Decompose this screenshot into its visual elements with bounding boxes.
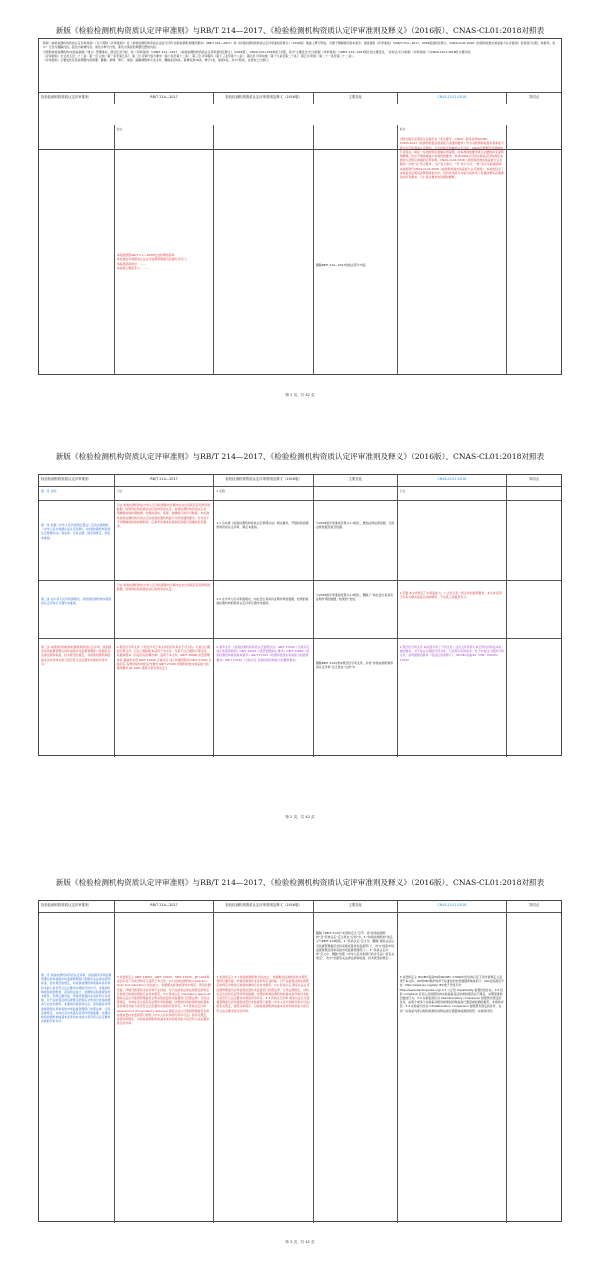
- table-header-row: [39, 475, 561, 487]
- table-row: [39, 913, 561, 1223]
- col-header-rbt: RB/T 214—2017: [115, 93, 215, 104]
- diff-terms: [507, 913, 561, 1223]
- table-row: [39, 501, 561, 581]
- col-header-2016: 检验检测机构资质认定评审准则及释义（2016版）: [214, 93, 314, 104]
- section-row: [39, 487, 561, 501]
- page-3-title: 新版《检验检测机构资质认定评审准则》与RB/T 214—2017、《检验检测机构资质认定评审准则及释义》（2016版）、CNAS-CL01:2018对照表: [55, 878, 545, 887]
- changes-text: 删除RB/T 214—2017的前言部分内容。: [315, 263, 369, 267]
- col-header-diff: 异同点: [529, 94, 540, 99]
- rbt-deleted-line-2: 本标准由中国国家认证认可监督管理委员会提出并归口。: [116, 257, 189, 262]
- col-header-cnas: CNAS-CL01:2018: [398, 475, 508, 486]
- comparison-table-3: [38, 900, 562, 1222]
- col-header-changes: 主要变化: [314, 93, 398, 104]
- criteria-3-terms: 3 术语和定义 3.1 检验检测机构 依法成立，依据相关标准或者技术规范，利用仪器设备、环境设施等技术条件和专业技能，对产品或者法律法规规定的特定对象进行检验检测的专业技术组织。3.2 资质认定 国家认证认可监督管理委员会和省级质量技术监督部门依照法律、行政法规规定，对向社会出具具有证明作用的数据、结果的检验检测机构的基本条件和技术能力是否符合法定要求实施的评价许可。3.3 资质认定评审 国家认证认可监督管理委员会和省级质量技术监督部门依照《中华人民共和国行政许可法》的有关规定，按照评审程序，对检验检测机构的基本条件和技术能力是否符合法定要求进行的评审。: [214, 913, 314, 1223]
- col-header-changes: 主要变化: [314, 475, 398, 486]
- intro-paragraph-4: 《评审准则》主要变化及其他调整内容简要：删除、新增、修订、保留；编辑调整单元条文件，删除条款6条，新增条款18条，修订7条，保留4条，共1个附录，自颁布之日施行。: [43, 58, 271, 62]
- col-header-2016: 检验检测机构资质认定评审准则及释义（2016版）: [214, 475, 314, 486]
- col-header-cnas: CNAS-CL01:2018: [398, 901, 508, 912]
- rbt-scope-text: 引言 检验检测机构在中华人民共和国境内从事向社会出具具有证明作用的数据、结果的检验检测活动应取得资质认定。: [115, 581, 215, 638]
- rbt-preface-label: 前言: [116, 127, 123, 131]
- col-header-rbt: RB/T 214—2017: [115, 901, 215, 912]
- cnas-1: [398, 501, 508, 580]
- table-row: [39, 125, 561, 375]
- change-terms: 删除了RB/T 214中“术语和定义”章节，将“检验检测机构”及“资质认定”定义放在“总则”中。1.“检验检测机构”的定义与RB/T 214相同。2.“资质认定”定义中，删除“国家认证认可监督管理委员会和省级质量技术监督部门”，改为“国家市场监督管理总局和省级市场监督管理部门”。3.“资质认定评审”定义中，删除“依照《中华人民共和国行政许可法》的有关规定”，改为“依据有关法律法规和标准、技术规范的规定”。: [314, 913, 398, 1223]
- col-header-criteria: 检验检测机构资质认定评审准则: [39, 93, 115, 104]
- cnas-preface-text: 中国合格评定国家认可委员会（英文缩写：CNAS）等同采用ISO/IEC 17025:2017《检测和校准实验室能力的通用要求》作为对检测和校准实验室能力进行认可的基本认可准则。为支持特定领域的认可活动，CNAS还根据不同领域的专业特点，制定一系列的特定领域应用说明，对本准则的要求进行必要的补充说明和解释，但并不增加或减少本准则的要求。申请CNAS认可的实验室应同时满足本准则以及相应领域的应用说明。CNAS-CL01:2018《检测和校准实验室能力认可准则》中的“应”表示要求；“宜”表示建议；“可”表示允许；“能”表示可能或能够。本准则取代CNAS-CL01:2006《检测和校准实验室能力认可准则》。本准则包含了实验室为证明其按管理体系运作、具有技术能力并能出具技术上有效结果所必须满足的所有要求。“注”是对要求的说明和解释。: [399, 137, 505, 180]
- cnas-3: 2 规范性引用文件 本标准引用了下列文件。这些文件的部分或全部内容构成本标准的要求。对于标注日期的引用文件，只采用引用的版本；对于未标注日期的引用文件，采用最新的版本（包括任何的修订）。ISO/IEC指南99（VIM）ISO/IEC 17000: [398, 639, 508, 757]
- article-2: 第二条 在中华人民共和国境内，对检验检测机构实施资质认定评审应当遵守本准则。: [39, 581, 115, 638]
- cell-cnas: [398, 125, 508, 375]
- cell-criteria: [39, 125, 115, 375]
- change-1: 与2016版评审准则及释义1.1相比，增加法律法规依据，行政法规依据及规章依据。: [314, 501, 398, 580]
- comparison-table-1-body: [38, 125, 562, 375]
- cell-diff: [507, 125, 561, 375]
- rbt-intro-label: 引言: [115, 487, 215, 500]
- rbt-deleted-line-4: 本标准主要起草人：……: [116, 265, 149, 270]
- rbt-deleted-line-3: 本标准起草单位：……: [116, 261, 146, 266]
- cnas-2: 1 范围 本文件规定了实验室能力、公正性以及一致运作的通用要求。本文件适用于所有从事实验室活动的组织，不论其人员数量多少。: [398, 581, 508, 638]
- changes-empty: [314, 487, 398, 500]
- rbt-deleted-line-1: 本标准按照GB/T 1.1—2009给出的规则起草。: [116, 253, 178, 258]
- col-header-criteria: 检验检测机构资质认定评审准则: [39, 475, 115, 486]
- col-header-diff: 异同点: [529, 476, 540, 481]
- cell-changes: [314, 125, 398, 375]
- rbt-terms: 3 术语和定义 GB/T 19000、GB/T 27000、GB/T 27025、JJF 1001界定的以及下列术语和定义适用于本文件。3.1 检验检测机构 inspection body and laboratory 依法成立，依据相关标准或者技术规范，利用仪器设备、环境设施等技术条件和专业技能，对产品或者法律法规规定的特定对象进行检验检测的专业技术组织。3.2 资质认定 mandatory approval 国家认证认可监督管理委员会和省级质量技术监督部门依照法律、行政法规规定，对向社会出具具有证明作用的数据、结果的检验检测机构的基本条件和技术能力是否符合法定要求实施的评价许可。3.3 资质认定评审 assessment of mandatory approval 国家认证认可监督管理委员会和省级质量技术监督部门依照《中华人民共和国行政许可法》的有关规定，按照评审程序，对检验检测机构的基本条件和技术能力是否符合法定要求进行的评审。: [115, 913, 215, 1223]
- rbt-intro-text: 引言 检验检测机构在中华人民共和国境内从事向社会出具具有证明作用的数据、结果的检验检测活动应取得资质认定。检验检测机构资质认定是一项确保检验检测数据、结果的真实、客观、准确的行政许可制度。本标准是检验检测机构资质认定对检验检测机构能力评价的通用要求。针对各个不同领域的检验检测机构，应参考依据本标准制定的相应领域的补充要求。: [115, 501, 215, 580]
- intro-row: [39, 39, 561, 93]
- table-header-row: [39, 93, 561, 104]
- page-number-1: 第 1 页，共 42 页: [285, 393, 315, 397]
- cell-rbt: [115, 125, 215, 375]
- diff-empty: [507, 487, 561, 500]
- cell-2016: [214, 125, 314, 375]
- chapter-1-label: 第一章 总则: [39, 487, 115, 500]
- page-number-2: 第 2 页，共 42 页: [285, 815, 315, 819]
- table-header-row: [39, 901, 561, 913]
- col-header-cnas: CNAS-CL01:2018: [398, 93, 508, 104]
- article-3: 第三条 本准则所称检验检测机构资质认定评审，是指国家市场监督管理总局和省级市场监督管理部门依据有关法律法规和标准、技术规范的规定，对检验检测机构的基本条件和技术能力是否符合法定要求实施的评价许可。: [39, 639, 115, 757]
- change-3: 删除RB/T 214中的2规范性引用文件，并将“检验检测机构资质认定评审”定义放在“总则”中。: [314, 639, 398, 757]
- general-label: 1 总则: [214, 487, 314, 500]
- article-3-definitions: 第二章 检验检测机构资质认定评审，是指国家市场监督管理总局和省级市场监督管理部门依据有关法律法规和标准、技术规范的规定，对检验检测机构的基本条件和技术能力是否符合法定要求实施的评价许可。本准则所称检验检测机构，是指依法成立，依据相关标准或者技术规范，利用仪器设备、环境设施等技术条件和专业技能，对产品或者法律法规规定的特定对象进行检验检测的专业技术组织。本准则所称资质认定，是指国家市场监督管理总局和省级市场监督管理部门依照法律、行政法规规定，对向社会出具具有证明作用的数据、结果的检验检测机构的基本条件和技术能力是否符合法定要求实施的评价许可。: [39, 913, 115, 1223]
- rbt-normative-refs: 2 规范性引用文件 下列文件对于本文件的应用是必不可少的。凡是注日期的引用文件，仅注日期的版本适用于本文件。凡是不注日期的引用文件，其最新版本（包括所有的修改单）适用于本文件。GB/T 19000 质量管理体系 基础和术语 GB/T 27000 合格评定 词汇和通用原则 GB/T 27020 合格评定 各类检验机构的运作要求 GB/T 27025 检测和校准实验室能力的通用要求 JJF 1001 通用计量术语及定义: [115, 639, 215, 757]
- change-2: 与2016版评审准则及释义1.2相比，删除了“向社会出具具有证明作用的数据、结果的”表述。: [314, 581, 398, 638]
- diff-2: [507, 581, 561, 638]
- page-number-3: 第 3 页，共 42 页: [285, 1240, 315, 1244]
- diff-1: [507, 501, 561, 580]
- cnas-intro-label: 引言: [398, 487, 508, 500]
- article-1: 第一条 依据《中华人民共和国计量法》及其实施细则、《中华人民共和国认证认可条例》、《检验检测机构资质认定管理办法》等法律、行政法规、规章的规定，制定本准则。: [39, 501, 115, 580]
- cnas-terms: 3 术语和定义 ISO/IEC指南99和ISO/IEC 17000中给出的以及下列术语和定义适用于本文件。ISO和IEC维护的用于标准化的术语数据库地址如下：ISO在线浏览平台：http://www.iso.org/obp IEC电子开放平台：http://www.electropedia.org/ 3.1 公正性 impartiality 客观性的存在。3.2 投诉 complaint 任何人员或组织向实验室就其活动或结果表达不满意，并期望得到回复的行为。3.3 实验室间比对 interlaboratory comparison 按照预先规定的条件，由两个或多个实验室对相同或类似的物品进行测量或检测的组织、实施和评价。3.4 实验室内比对 intralaboratory comparison 按照预先规定的条件，在同一实验室内部对相同或类似的物品进行测量或检测的组织、实施和评价。: [398, 913, 508, 1223]
- table-row: [39, 639, 561, 757]
- col-header-rbt: RB/T 214—2017: [115, 475, 215, 486]
- page-1-title: 新版《检验检测机构资质认定评审准则》与RB/T 214—2017、《检验检测机构资质认定评审准则及释义》（2016版）、CNAS-CL01:2018对照表: [55, 26, 545, 35]
- criteria-1-2: 1.2 在中华人民共和国境内，向社会出具具有证明作用的数据、结果的检验检测机构的资质认定评审应遵守本准则。: [214, 581, 314, 638]
- criteria-1-1: 1.1 为实施《检验检测机构资质认定管理办法》相关要求，开展检验检测机构资质认定评审，制定本准则。: [214, 501, 314, 580]
- criteria-2: 2 参考文件 《检验检测机构资质认定管理办法》GB/T 27000《合格评定 词汇和通用原则》GB/T 19001《质量管理体系 要求》GB/T 31880《检验检测机构诚信基本要求》GB/T 27025《检测和校准实验室能力的通用要求》GB/T 27020《合格评定 各类检验机构能力的通用要求》: [214, 639, 314, 757]
- table-row: [39, 581, 561, 639]
- col-header-2016: 检验检测机构资质认定评审准则及释义（2016版）: [214, 901, 314, 912]
- intro-text: [39, 39, 561, 92]
- cnas-preface-label: 前言: [399, 127, 406, 131]
- intro-paragraph-3: 《评审准则》全文共五章二十二条：第一章 总则（第一条至第五条）；第二章 评审内容与要求（第六条至第十二条）；第三章 评审程序（第十三条至第十八条）；第四章 评审实施（第十九条至第二十条）；第五章 附则（第二十一条至第二十二条）。: [43, 53, 356, 58]
- col-header-criteria: 检验检测机构资质认定评审准则: [39, 901, 115, 912]
- intro-paragraph-1: 新版《检验检测机构资质认定评审准则》（以下简称《评审准则》）在《检验检测机构资质认定能力评价 检验检测机构通用要求》（RB/T 214—2017）和《检验检测机构资质认定评审准则及释义》（2016版）基础上修订形成。为便于理解新旧版本差异，现将新版《评审准则》与RB/T 214—2017、2016版准则及释义、CNAS-CL01:2018《检测和校准实验室能力认可准则》条款进行对照，供参考。表中：红色为删除内容，蓝色为新增内容，绿色为修订内容，紫色为保留但调整位置的内容。: [43, 41, 556, 50]
- intro-paragraph-2: 为帮助检验检测机构/实验室准确（建立）管理体系，经过比对分析，将《评审准则》与RB/T 214—2017、《检验检测机构资质认定评审准则及释义》（2016版）、CNAS-CL01:2018进行对照，其中“主要变化”栏为新版《评审准则》与RB/T 214—2017相比的主要变化，“异同点”栏为新版《评审准则》与CNAS-CL01:2018的主要异同。: [43, 49, 473, 54]
- comparison-table-2: [38, 474, 562, 756]
- page-2-title: 新版《检验检测机构资质认定评审准则》与RB/T 214—2017、《检验检测机构资质认定评审准则及释义》（2016版）、CNAS-CL01:2018对照表: [55, 452, 545, 461]
- col-header-changes: 主要变化: [314, 901, 398, 912]
- diff-3: [507, 639, 561, 757]
- col-header-diff: 异同点: [529, 902, 540, 907]
